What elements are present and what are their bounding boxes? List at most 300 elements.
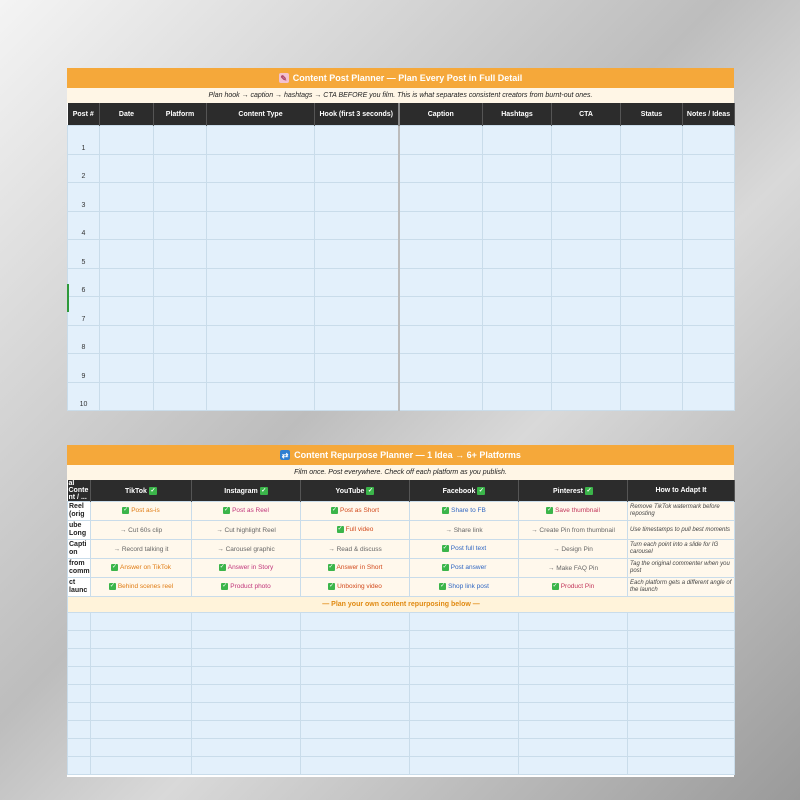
col-header-original-content[interactable]: al Conte nt / ...: [68, 480, 91, 502]
table-cell[interactable]: [399, 325, 483, 354]
table-cell[interactable]: [68, 667, 91, 685]
table-cell[interactable]: [100, 325, 154, 354]
table-cell[interactable]: [399, 354, 483, 383]
table-cell[interactable]: [154, 382, 207, 411]
col-header-date[interactable]: Date: [100, 103, 154, 126]
post-planner-title: Content Post Planner — Plan Every Post in Full Detail: [292, 73, 523, 83]
table-cell[interactable]: [519, 703, 628, 721]
table-cell[interactable]: [628, 739, 735, 757]
table-cell[interactable]: [91, 721, 192, 739]
table-cell[interactable]: [315, 354, 399, 383]
tiktok-cell[interactable]: [91, 502, 192, 521]
youtube-cell[interactable]: [301, 540, 410, 559]
table-cell[interactable]: [301, 757, 410, 775]
youtube-cell[interactable]: [301, 521, 410, 540]
table-cell[interactable]: [683, 354, 735, 383]
table-row: [68, 703, 735, 721]
table-cell[interactable]: [410, 757, 519, 775]
table-cell[interactable]: [399, 268, 483, 297]
table-cell[interactable]: [483, 211, 552, 240]
instagram-cell[interactable]: [192, 578, 301, 597]
original-content-cell[interactable]: ube Long: [68, 521, 91, 540]
table-cell[interactable]: [552, 211, 621, 240]
checkbox-checked-icon[interactable]: ✓: [442, 545, 448, 552]
col-header-platform[interactable]: Platform: [154, 103, 207, 126]
post-number-cell[interactable]: 5: [68, 240, 100, 269]
repurpose-planner-banner: [67, 445, 734, 465]
table-cell[interactable]: [621, 297, 683, 326]
table-cell[interactable]: [621, 325, 683, 354]
table-cell[interactable]: [483, 240, 552, 269]
facebook-cell[interactable]: [410, 559, 519, 578]
platform-action-text: Answer in Story: [227, 564, 274, 572]
repurpose-planner-title: Content Repurpose Planner — 1 Idea → 6+ Platforms: [294, 450, 521, 460]
table-cell[interactable]: [192, 685, 301, 703]
col-header-hook[interactable]: Hook (first 3 seconds): [315, 103, 399, 126]
table-cell[interactable]: [207, 325, 315, 354]
tiktok-cell[interactable]: [91, 578, 192, 597]
post-number-cell[interactable]: 4: [68, 211, 100, 240]
table-cell[interactable]: [683, 183, 735, 212]
check-icon: ✓: [586, 487, 592, 494]
table-cell[interactable]: [628, 649, 735, 667]
platform-action-text: Product Pin: [560, 583, 595, 591]
table-cell[interactable]: [483, 126, 552, 155]
platform-action-text: Behind scenes reel: [117, 583, 174, 591]
table-row: [68, 649, 735, 667]
table-row: [68, 268, 735, 297]
table-cell[interactable]: [207, 240, 315, 269]
table-cell[interactable]: [399, 211, 483, 240]
post-number-cell[interactable]: 8: [68, 325, 100, 354]
check-icon: ✓: [367, 487, 373, 494]
table-cell[interactable]: [552, 183, 621, 212]
post-planner-subtitle: Plan hook → caption → hashtags → CTA BEFORE you film. This is what separates consistent creators from burnt-out ones.: [67, 88, 734, 103]
col-header-tiktok[interactable]: TikTok ✓: [91, 480, 192, 502]
checkbox-checked-icon[interactable]: ✓: [123, 507, 129, 514]
platform-action-text: Share to FB: [451, 507, 486, 515]
table-cell[interactable]: [192, 757, 301, 775]
table-cell[interactable]: [519, 757, 628, 775]
platform-action-text: Product photo: [230, 583, 271, 591]
platform-action-text: → Record talking it: [113, 545, 169, 553]
platform-action-text: → Cut 60s clip: [119, 526, 163, 534]
table-cell[interactable]: [483, 154, 552, 183]
table-cell[interactable]: [683, 211, 735, 240]
table-cell[interactable]: [683, 268, 735, 297]
table-cell[interactable]: [628, 667, 735, 685]
how-to-adapt-cell[interactable]: Remove TikTok watermark before reposting: [628, 502, 735, 521]
col-header-content-type[interactable]: Content Type: [207, 103, 315, 126]
post-number-cell[interactable]: 9: [68, 354, 100, 383]
table-cell[interactable]: [399, 154, 483, 183]
platform-action-text: → Cut highlight Reel: [216, 526, 276, 534]
example-row: [68, 540, 735, 559]
table-row: [68, 613, 735, 631]
table-cell[interactable]: [301, 631, 410, 649]
table-row: [68, 211, 735, 240]
table-cell[interactable]: [519, 739, 628, 757]
how-to-adapt-cell[interactable]: Use timestamps to pull best moments: [628, 521, 735, 540]
table-cell[interactable]: [683, 325, 735, 354]
example-row: [68, 559, 735, 578]
platform-action-text: Full video: [345, 526, 374, 534]
youtube-cell[interactable]: [301, 559, 410, 578]
table-cell[interactable]: [207, 211, 315, 240]
table-cell[interactable]: [315, 211, 399, 240]
table-cell[interactable]: [410, 685, 519, 703]
table-cell[interactable]: [683, 297, 735, 326]
table-cell[interactable]: [410, 739, 519, 757]
table-cell[interactable]: [483, 382, 552, 411]
table-cell[interactable]: [154, 126, 207, 155]
table-cell[interactable]: [100, 211, 154, 240]
table-cell[interactable]: [68, 631, 91, 649]
table-cell[interactable]: [621, 354, 683, 383]
how-to-adapt-cell[interactable]: Tag the original commenter when you post: [628, 559, 735, 578]
checkbox-checked-icon[interactable]: ✓: [109, 583, 115, 590]
table-cell[interactable]: [399, 240, 483, 269]
post-number-cell[interactable]: 6: [68, 268, 100, 297]
table-cell[interactable]: [91, 757, 192, 775]
col-header-post-number[interactable]: Post #: [68, 103, 100, 126]
table-cell[interactable]: [91, 685, 192, 703]
table-cell[interactable]: [621, 126, 683, 155]
table-cell[interactable]: [399, 382, 483, 411]
repurpose-planner-subtitle: Film once. Post everywhere. Check off each platform as you publish.: [67, 465, 734, 480]
instagram-cell[interactable]: [192, 540, 301, 559]
table-cell[interactable]: [100, 154, 154, 183]
table-cell[interactable]: [207, 382, 315, 411]
table-cell[interactable]: [483, 325, 552, 354]
col-header-youtube[interactable]: YouTube ✓: [301, 480, 410, 502]
table-cell[interactable]: [192, 667, 301, 685]
checkbox-checked-icon[interactable]: ✓: [331, 507, 337, 514]
table-cell[interactable]: [399, 297, 483, 326]
table-cell[interactable]: [154, 325, 207, 354]
table-cell[interactable]: [410, 631, 519, 649]
repeat-icon: ⇄: [281, 450, 289, 460]
col-header-facebook[interactable]: Facebook ✓: [410, 480, 519, 502]
table-cell[interactable]: [315, 297, 399, 326]
post-planner-table: [67, 103, 735, 411]
post-planner-banner: [67, 68, 734, 88]
platform-action-text: → Share link: [445, 526, 483, 534]
table-cell[interactable]: [154, 154, 207, 183]
checkbox-checked-icon[interactable]: ✓: [547, 507, 553, 514]
table-row: [68, 183, 735, 212]
table-cell[interactable]: [683, 240, 735, 269]
example-row: [68, 521, 735, 540]
example-row: [68, 578, 735, 597]
table-cell[interactable]: [399, 183, 483, 212]
table-cell[interactable]: [628, 703, 735, 721]
plan-own-label: — Plan your own content repurposing below —: [68, 597, 735, 613]
table-cell[interactable]: [154, 354, 207, 383]
facebook-cell[interactable]: [410, 521, 519, 540]
col-header-pinterest[interactable]: Pinterest ✓: [519, 480, 628, 502]
table-cell[interactable]: [68, 613, 91, 631]
table-cell[interactable]: [91, 739, 192, 757]
col-header-status[interactable]: Status: [621, 103, 683, 126]
original-content-cell[interactable]: Capti on: [68, 540, 91, 559]
table-cell[interactable]: [628, 685, 735, 703]
table-cell[interactable]: [552, 268, 621, 297]
table-cell[interactable]: [91, 631, 192, 649]
instagram-cell[interactable]: [192, 559, 301, 578]
post-number-cell[interactable]: 10: [68, 382, 100, 411]
table-cell[interactable]: [192, 721, 301, 739]
instagram-cell[interactable]: [192, 502, 301, 521]
table-cell[interactable]: [552, 297, 621, 326]
table-cell[interactable]: [207, 126, 315, 155]
table-cell[interactable]: [519, 685, 628, 703]
table-cell[interactable]: [68, 721, 91, 739]
checkbox-checked-icon[interactable]: ✓: [552, 583, 558, 590]
table-cell[interactable]: [301, 721, 410, 739]
table-cell[interactable]: [315, 382, 399, 411]
table-row: [68, 240, 735, 269]
table-cell[interactable]: [154, 268, 207, 297]
platform-action-text: → Read & discuss: [328, 545, 382, 553]
table-cell[interactable]: [91, 649, 192, 667]
table-cell[interactable]: [683, 154, 735, 183]
table-cell[interactable]: [315, 325, 399, 354]
table-cell[interactable]: [192, 631, 301, 649]
check-icon: ✓: [261, 487, 267, 494]
platform-action-text: Save thumbnail: [555, 507, 600, 515]
table-row: [68, 757, 735, 775]
checkbox-checked-icon[interactable]: ✓: [440, 583, 446, 590]
active-cell-marker: [67, 284, 69, 312]
table-cell[interactable]: [519, 667, 628, 685]
table-cell[interactable]: [192, 703, 301, 721]
table-cell[interactable]: [100, 268, 154, 297]
table-cell[interactable]: [68, 685, 91, 703]
table-row: [68, 631, 735, 649]
table-cell[interactable]: [483, 268, 552, 297]
table-cell[interactable]: [154, 297, 207, 326]
table-cell[interactable]: [68, 649, 91, 667]
example-row: [68, 502, 735, 521]
platform-action-text: Post as Reel: [232, 507, 269, 515]
platform-action-text: Shop link post: [448, 583, 489, 591]
table-cell[interactable]: [552, 240, 621, 269]
facebook-cell[interactable]: [410, 502, 519, 521]
platform-action-text: → Carousel graphic: [217, 545, 275, 553]
table-cell[interactable]: [315, 183, 399, 212]
table-cell[interactable]: [100, 354, 154, 383]
table-row: [68, 126, 735, 155]
table-cell[interactable]: [315, 154, 399, 183]
platform-action-text: Post as-is: [131, 507, 160, 515]
checkbox-checked-icon[interactable]: ✓: [329, 583, 335, 590]
table-cell[interactable]: [483, 297, 552, 326]
table-cell[interactable]: [683, 126, 735, 155]
table-cell[interactable]: [91, 613, 192, 631]
table-cell[interactable]: [410, 703, 519, 721]
table-cell[interactable]: [628, 613, 735, 631]
platform-action-text: Answer in Short: [336, 564, 383, 572]
checkbox-checked-icon[interactable]: ✓: [112, 564, 118, 571]
table-cell[interactable]: [100, 382, 154, 411]
checkbox-checked-icon[interactable]: ✓: [222, 583, 228, 590]
checkbox-checked-icon[interactable]: ✓: [443, 507, 449, 514]
checkbox-checked-icon[interactable]: ✓: [442, 564, 448, 571]
table-cell[interactable]: [301, 613, 410, 631]
table-cell[interactable]: [552, 126, 621, 155]
repurpose-planner-table: [67, 480, 735, 775]
table-cell[interactable]: [519, 721, 628, 739]
tiktok-cell[interactable]: [91, 559, 192, 578]
table-cell[interactable]: [315, 240, 399, 269]
table-cell[interactable]: [628, 757, 735, 775]
tiktok-cell[interactable]: [91, 521, 192, 540]
pinterest-cell[interactable]: [519, 559, 628, 578]
table-cell[interactable]: [410, 649, 519, 667]
col-header-hashtags[interactable]: Hashtags: [483, 103, 552, 126]
table-row: [68, 685, 735, 703]
table-cell[interactable]: [68, 757, 91, 775]
table-cell[interactable]: [91, 703, 192, 721]
table-cell[interactable]: [100, 126, 154, 155]
instagram-cell[interactable]: [192, 521, 301, 540]
table-cell[interactable]: [68, 703, 91, 721]
table-cell[interactable]: [315, 268, 399, 297]
repurpose-header-row: [68, 480, 735, 502]
table-cell[interactable]: [552, 382, 621, 411]
table-cell[interactable]: [621, 268, 683, 297]
table-cell[interactable]: [683, 382, 735, 411]
table-cell[interactable]: [207, 297, 315, 326]
checkbox-checked-icon[interactable]: ✓: [224, 507, 230, 514]
table-cell[interactable]: [410, 721, 519, 739]
table-cell[interactable]: [315, 126, 399, 155]
table-cell[interactable]: [301, 703, 410, 721]
table-cell[interactable]: [154, 211, 207, 240]
table-cell[interactable]: [154, 183, 207, 212]
col-header-caption[interactable]: Caption: [399, 103, 483, 126]
table-cell[interactable]: [519, 649, 628, 667]
table-cell[interactable]: [301, 649, 410, 667]
pinterest-cell[interactable]: [519, 521, 628, 540]
platform-action-text: Post full text: [450, 545, 487, 553]
tiktok-cell[interactable]: [91, 540, 192, 559]
table-cell[interactable]: [621, 211, 683, 240]
table-cell[interactable]: [399, 126, 483, 155]
platform-action-text: Post as Short: [339, 507, 380, 515]
facebook-cell[interactable]: [410, 540, 519, 559]
table-cell[interactable]: [207, 154, 315, 183]
table-row: [68, 739, 735, 757]
table-cell[interactable]: [621, 154, 683, 183]
table-cell[interactable]: [628, 631, 735, 649]
platform-action-text: → Create Pin from thumbnail: [531, 526, 615, 534]
table-cell[interactable]: [91, 667, 192, 685]
table-cell[interactable]: [621, 240, 683, 269]
plan-own-row: [68, 597, 735, 613]
table-cell[interactable]: [100, 297, 154, 326]
table-row: [68, 667, 735, 685]
post-number-cell[interactable]: 1: [68, 126, 100, 155]
table-cell[interactable]: [519, 613, 628, 631]
platform-action-text: Answer on TikTok: [120, 564, 171, 572]
table-cell[interactable]: [301, 739, 410, 757]
table-cell[interactable]: [552, 325, 621, 354]
col-header-cta[interactable]: CTA: [552, 103, 621, 126]
check-icon: ✓: [478, 487, 484, 494]
table-row: [68, 721, 735, 739]
checkbox-checked-icon[interactable]: ✓: [328, 564, 334, 571]
youtube-cell[interactable]: [301, 502, 410, 521]
table-cell[interactable]: [207, 268, 315, 297]
pencil-icon: ✎: [280, 73, 288, 83]
table-cell[interactable]: [519, 631, 628, 649]
table-cell[interactable]: [552, 354, 621, 383]
table-row: [68, 154, 735, 183]
table-cell[interactable]: [207, 354, 315, 383]
table-cell[interactable]: [154, 240, 207, 269]
repurpose-planner-sheet: [67, 445, 734, 777]
table-cell[interactable]: [628, 721, 735, 739]
table-cell[interactable]: [410, 667, 519, 685]
post-planner-header-row: [68, 103, 735, 126]
table-cell[interactable]: [207, 183, 315, 212]
youtube-cell[interactable]: [301, 578, 410, 597]
how-to-adapt-cell[interactable]: Each platform gets a different angle of the launch: [628, 578, 735, 597]
table-cell[interactable]: [621, 382, 683, 411]
platform-action-text: → Design Pin: [553, 545, 593, 553]
platform-action-text: Post answer: [450, 564, 487, 572]
table-cell[interactable]: [100, 183, 154, 212]
table-cell[interactable]: [192, 649, 301, 667]
table-row: [68, 297, 735, 326]
pinterest-cell[interactable]: [519, 540, 628, 559]
table-cell[interactable]: [100, 240, 154, 269]
checkbox-checked-icon[interactable]: ✓: [337, 526, 343, 533]
table-cell[interactable]: [301, 685, 410, 703]
table-cell[interactable]: [68, 739, 91, 757]
facebook-cell[interactable]: [410, 578, 519, 597]
post-number-cell[interactable]: 7: [68, 297, 100, 326]
post-planner-sheet: [67, 68, 734, 408]
col-header-how-to-adapt[interactable]: How to Adapt It: [628, 480, 735, 502]
col-header-notes[interactable]: Notes / Ideas: [683, 103, 735, 126]
check-icon: ✓: [150, 487, 156, 494]
table-cell[interactable]: [621, 183, 683, 212]
table-row: [68, 325, 735, 354]
pinterest-cell[interactable]: [519, 502, 628, 521]
table-cell[interactable]: [552, 154, 621, 183]
table-cell[interactable]: [192, 739, 301, 757]
table-cell[interactable]: [410, 613, 519, 631]
original-content-cell[interactable]: ct launc: [68, 578, 91, 597]
col-header-instagram[interactable]: Instagram ✓: [192, 480, 301, 502]
original-content-cell[interactable]: Reel (orig: [68, 502, 91, 521]
table-cell[interactable]: [483, 354, 552, 383]
checkbox-checked-icon[interactable]: ✓: [219, 564, 225, 571]
original-content-cell[interactable]: from comm: [68, 559, 91, 578]
pinterest-cell[interactable]: [519, 578, 628, 597]
how-to-adapt-cell[interactable]: Turn each point into a slide for IG carousel: [628, 540, 735, 559]
table-row: [68, 354, 735, 383]
post-number-cell[interactable]: 2: [68, 154, 100, 183]
post-number-cell[interactable]: 3: [68, 183, 100, 212]
table-cell[interactable]: [192, 613, 301, 631]
platform-action-text: → Make FAQ Pin: [547, 564, 599, 572]
table-cell[interactable]: [483, 183, 552, 212]
table-cell[interactable]: [301, 667, 410, 685]
